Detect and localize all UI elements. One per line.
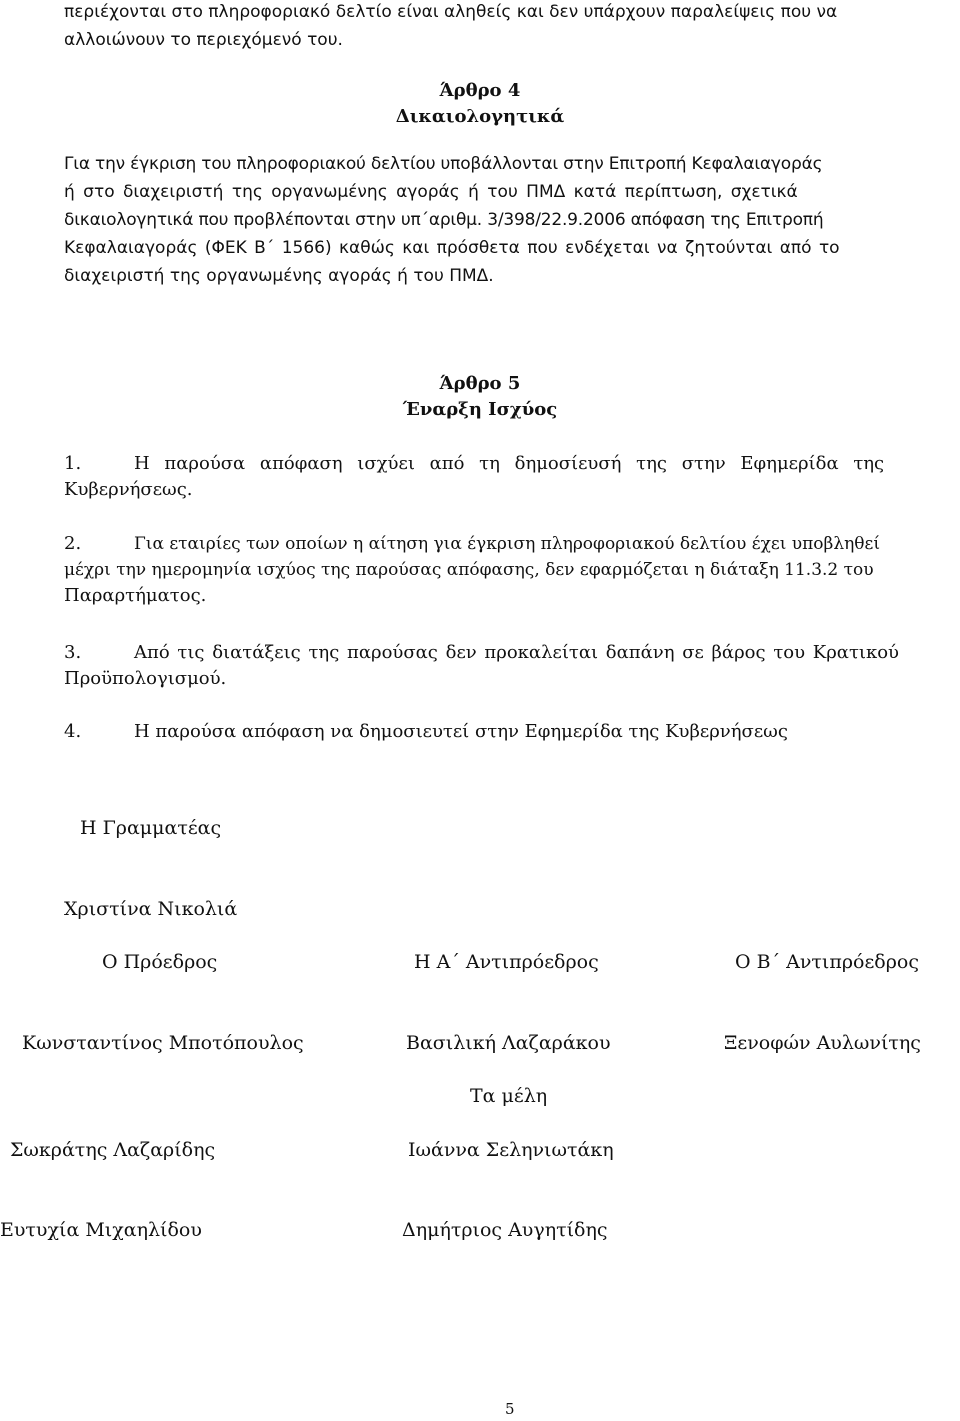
intro-line-1: περιέχονται στο πληροφοριακό δελτίο είναι αληθείς και δεν υπάρχουν παραλείψεις που να: [64, 2, 838, 22]
member-name: Σωκράτης Λαζαρίδης: [10, 1139, 216, 1161]
item-2-line-1: Για εταιρίες των οποίων η αίτηση για έγκριση πληροφοριακού δελτίου έχει υποβληθεί: [134, 534, 880, 554]
item-1-number: 1.: [64, 453, 82, 474]
members-title: Τα μέλη: [470, 1085, 548, 1107]
vice-a-title: Η Α΄ Αντιπρόεδρος: [414, 951, 599, 973]
article-4-title: Δικαιολογητικά: [395, 106, 565, 127]
article-5-number: Άρθρο 5: [439, 373, 521, 394]
member-name: Ευτυχία Μιχαηλίδου: [0, 1219, 202, 1241]
item-2-line-2: μέχρι την ημερομηνία ισχύος της παρούσας απόφασης, δεν εφαρμόζεται η διάταξη 11.3.2 του: [64, 560, 874, 580]
article-5-title: Έναρξη Ισχύος: [402, 399, 558, 420]
item-1-line-1: Η παρούσα απόφαση ισχύει από τη δημοσίευσή της στην Εφημερίδα της: [134, 453, 885, 474]
article-4-number: Άρθρο 4: [439, 80, 521, 101]
vice-a-name: Βασιλική Λαζαράκου: [406, 1032, 611, 1054]
item-4-line-1: Η παρούσα απόφαση να δημοσιευτεί στην Εφημερίδα της Κυβερνήσεως: [134, 721, 788, 742]
member-name: Δημήτριος Αυγητίδης: [402, 1219, 608, 1241]
item-3-number: 3.: [64, 642, 82, 663]
item-2-line-3: Παραρτήματος.: [64, 585, 207, 606]
secretary-title: Η Γραμματέας: [80, 817, 222, 839]
intro-line-2: αλλοιώνουν το περιεχόμενό του.: [64, 30, 343, 50]
item-3-line-1: Από τις διατάξεις της παρούσας δεν προκαλείται δαπάνη σε βάρος του Κρατικού: [134, 642, 900, 663]
article-4-line-1: Για την έγκριση του πληροφοριακού δελτίου υποβάλλονται στην Επιτροπή Κεφαλαιαγοράς: [64, 154, 823, 174]
secretary-name: Χριστίνα Νικολιά: [64, 898, 238, 920]
chair-name: Κωνσταντίνος Μποτόπουλος: [22, 1032, 304, 1054]
vice-b-name: Ξενοφών Αυλωνίτης: [724, 1032, 921, 1054]
article-4-line-5: διαχειριστή της οργανωμένης αγοράς ή του ΠΜΔ.: [64, 266, 494, 286]
article-4-line-4: Κεφαλαιαγοράς (ΦΕΚ Β΄ 1566) καθώς και πρόσθετα που ενδέχεται να ζητούνται από το: [64, 238, 840, 258]
article-4-line-2: ή στο διαχειριστή της οργανωμένης αγοράς ή του ΠΜΔ κατά περίπτωση, σχετικά: [64, 182, 798, 202]
vice-b-title: Ο Β΄ Αντιπρόεδρος: [735, 951, 919, 973]
member-name: Ιωάννα Σεληνιωτάκη: [408, 1139, 614, 1161]
item-3-line-2: Προϋπολογισμού.: [64, 668, 227, 689]
article-4-line-3: δικαιολογητικά που προβλέπονται στην υπ΄αριθμ. 3/398/22.9.2006 απόφαση της Επιτροπή: [64, 210, 824, 230]
item-2-number: 2.: [64, 533, 82, 554]
chair-title: Ο Πρόεδρος: [102, 951, 218, 973]
page-number: 5: [505, 1400, 515, 1418]
item-1-line-2: Κυβερνήσεως.: [64, 479, 193, 500]
item-4-number: 4.: [64, 721, 82, 742]
